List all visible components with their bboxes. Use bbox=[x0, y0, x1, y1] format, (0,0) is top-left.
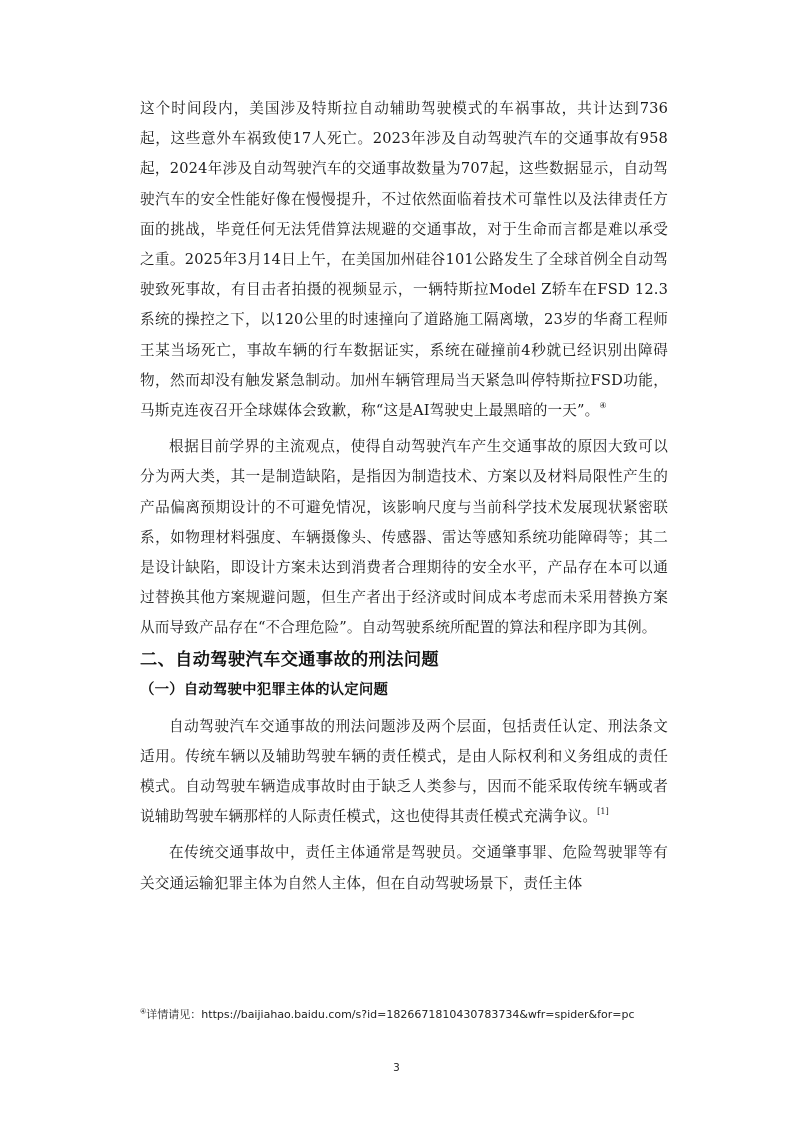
paragraph-4: 在传统交通事故中，责任主体通常是驾驶员。交通肇事罪、危险驾驶罪等有关交通运输犯罪主体为自然人主体，但在自动驾驶场景下，责任主体 bbox=[140, 844, 668, 892]
footnote-marker: ④ bbox=[140, 1007, 147, 1016]
section-heading: 二、自动驾驶汽车交通事故的刑法问题 bbox=[140, 649, 439, 670]
footnote-link[interactable]: https://baijiahao.baidu.com/s?id=1826671810430783734&wfr=spider&for=pc bbox=[201, 1008, 635, 1021]
footnote-reference[interactable]: ④ bbox=[599, 401, 607, 411]
footnote-label: 详情请见： bbox=[146, 1008, 202, 1021]
paragraph-1 bbox=[140, 94, 668, 426]
paragraph-3-text: 自动驾驶汽车交通事故的刑法问题涉及两个层面，包括责任认定、刑法条文适用。传统车辆以及辅助驾驶车辆的责任模式，是由人际权利和义务组成的责任模式。自动驾驶车辆造成事故时由于缺乏人类参与，因而不能采取传统车辆或者说辅助驾驶车辆那样的人际责任模式，这也使得其责任模式充满争议。 bbox=[140, 717, 668, 826]
footnote bbox=[140, 1007, 700, 1023]
paragraph-2: 根据目前学界的主流观点，使得自动驾驶汽车产生交通事故的原因大致可以分为两大类，其一是制造缺陷，是指因为制造技术、方案以及材料局限性产生的产品偏离预期设计的不可避免情况，该影响尺度与当前科学技术发展现状紧密联系，如物理材料强度、车辆摄像头、传感器、雷达等感知系统功能障碍等；其二是设计缺陷，即设计方案未达到消费者合理期待的安全水平，产品存在本可以通过替换其他方案规避问题，但生产者出于经济或时间成本考虑而未采用替换方案从而导致产品存在“不合理危险”。自动驾驶系统所配置的算法和程序即为其例。 bbox=[140, 438, 668, 637]
paragraph-3 bbox=[140, 712, 668, 833]
page-number: 3 bbox=[393, 1062, 400, 1074]
citation-reference[interactable]: [1] bbox=[597, 807, 609, 817]
subsection-heading: （一）自动驾驶中犯罪主体的认定问题 bbox=[140, 681, 389, 698]
body-content bbox=[140, 94, 668, 899]
paragraph-1-text: 这个时间段内，美国涉及特斯拉自动辅助驾驶模式的车祸事故，共计达到736起，这些意外车祸致使17人死亡。2023年涉及自动驾驶汽车的交通事故有958起，2024年涉及自动驾驶汽车的交通事故数量为707起，这些数据显示，自动驾驶汽车的安全性能好像在慢慢提升，不过依然面临着技术可靠性以及法律责任方面的挑战，毕竟任何无法凭借算法规避的交通事故，对于生命而言都是难以承受之重。2025年3月14日上午，在美国加州硅谷101公路发生了全球首例全自动驾驶致死事故，有目击者拍摄的视频显示，一辆特斯拉Model Z轿车在FSD 12.3系统的操控之下，以120公里的时速撞向了道路施工隔离墩，23岁的华裔工程师王某当场死亡，事故车辆的行车数据证实，系统在碰撞前4秒就已经识别出障碍物，然而却没有触发紧急制动。加州车辆管理局当天紧急叫停特斯拉FSD功能，马斯克连夜召开全球媒体会致歉，称“这是AI驾驶史上最黑暗的一天”。 bbox=[140, 100, 668, 420]
